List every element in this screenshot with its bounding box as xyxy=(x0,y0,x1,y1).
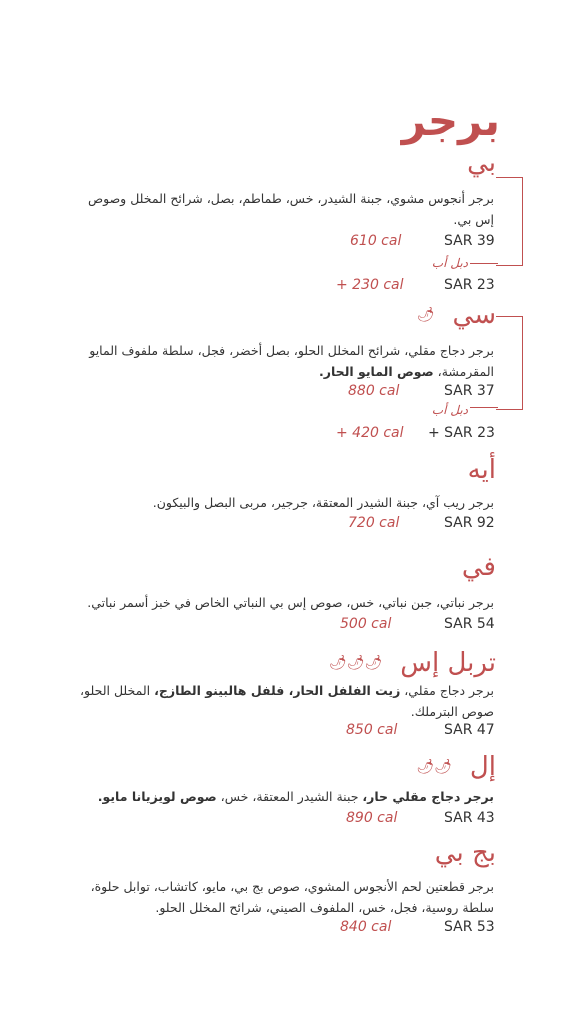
item-name: في xyxy=(461,552,496,582)
double-up-calories: + 230 cal xyxy=(336,277,404,293)
item-calories: 500 cal xyxy=(340,616,392,632)
description-bold: زيت الفلفل الحار، فلفل هالبينو الطازج، xyxy=(154,683,401,698)
double-up-price: SAR 23 xyxy=(444,277,495,293)
description-bold-end: صوص لويزيانا مايو. xyxy=(97,789,217,804)
bracket-tick xyxy=(470,263,498,264)
page-title: برجر xyxy=(401,96,500,145)
item-name-row xyxy=(329,648,496,678)
item-description: برجر نباتي، جبن نباتي، خس، صوص إس بي النباتي الخاص في خبز أسمر نباتي. xyxy=(87,595,494,610)
bracket-tick xyxy=(470,407,498,408)
bracket-line xyxy=(496,177,523,266)
item-description: برجر ريب آي، جبنة الشيدر المعتقة، جرجير، مربى البصل والبيكون. xyxy=(152,495,494,510)
item-description xyxy=(74,786,494,807)
item-calories: 890 cal xyxy=(346,810,398,826)
item-name-row xyxy=(416,752,496,782)
item-description xyxy=(74,680,494,722)
item-calories: 840 cal xyxy=(340,919,392,935)
description-text-end: المخلل الحلو، صوص البترملك. xyxy=(80,683,494,719)
item-price: SAR 53 xyxy=(444,919,495,935)
item-description xyxy=(74,340,494,382)
item-calories: 880 cal xyxy=(348,383,400,399)
double-up-price: + SAR 23 xyxy=(428,425,495,441)
description-text: برجر دجاج مقلي، xyxy=(400,683,494,698)
item-name-row xyxy=(417,300,496,330)
item-calories: 610 cal xyxy=(350,233,402,249)
item-name: إل xyxy=(469,752,496,782)
double-up-label: دبل أب xyxy=(431,403,468,417)
item-name: تربل إس xyxy=(400,648,496,678)
item-name: أيه xyxy=(467,455,496,485)
description-text: جبنة الشيدر المعتقة، خس، xyxy=(216,789,363,804)
chili-icon: 🌶🌶 xyxy=(416,759,452,775)
item-description: برجر قطعتين لحم الأنجوس المشوي، صوص بج بي، مايو، كاتشاب، توابل حلوة، سلطة روسية، فجل، خس، الملفوف الصيني، شرائح المخلل الحلو. xyxy=(90,879,494,915)
item-price: SAR 39 xyxy=(444,233,495,249)
item-description: برجر أنجوس مشوي، جبنة الشيدر، خس، طماطم، بصل، شرائح المخلل وصوص إس بي. xyxy=(88,191,494,227)
item-name: سي xyxy=(452,300,496,330)
item-calories: 720 cal xyxy=(348,515,400,531)
double-up-calories: + 420 cal xyxy=(336,425,404,441)
item-price: SAR 47 xyxy=(444,722,495,738)
bracket-line xyxy=(496,316,523,410)
description-text: برجر دجاج مقلي، شرائح المخلل الحلو، بصل أخضر، فجل، سلطة ملفوف المايو المقرمشة، xyxy=(89,343,494,379)
item-price: SAR 92 xyxy=(444,515,495,531)
item-name: بج بي xyxy=(434,838,496,868)
item-calories: 850 cal xyxy=(346,722,398,738)
description-bold: صوص المايو الحار. xyxy=(319,364,434,379)
chili-icon: 🌶 xyxy=(416,307,435,323)
item-price: SAR 54 xyxy=(444,616,495,632)
item-price: SAR 37 xyxy=(444,383,495,399)
chili-icon: 🌶🌶🌶 xyxy=(328,655,383,671)
item-name: بي xyxy=(467,148,496,178)
item-price: SAR 43 xyxy=(444,810,495,826)
description-bold: برجر دجاج مقلي حار، xyxy=(362,789,494,804)
double-up-label: دبل أب xyxy=(431,256,468,270)
